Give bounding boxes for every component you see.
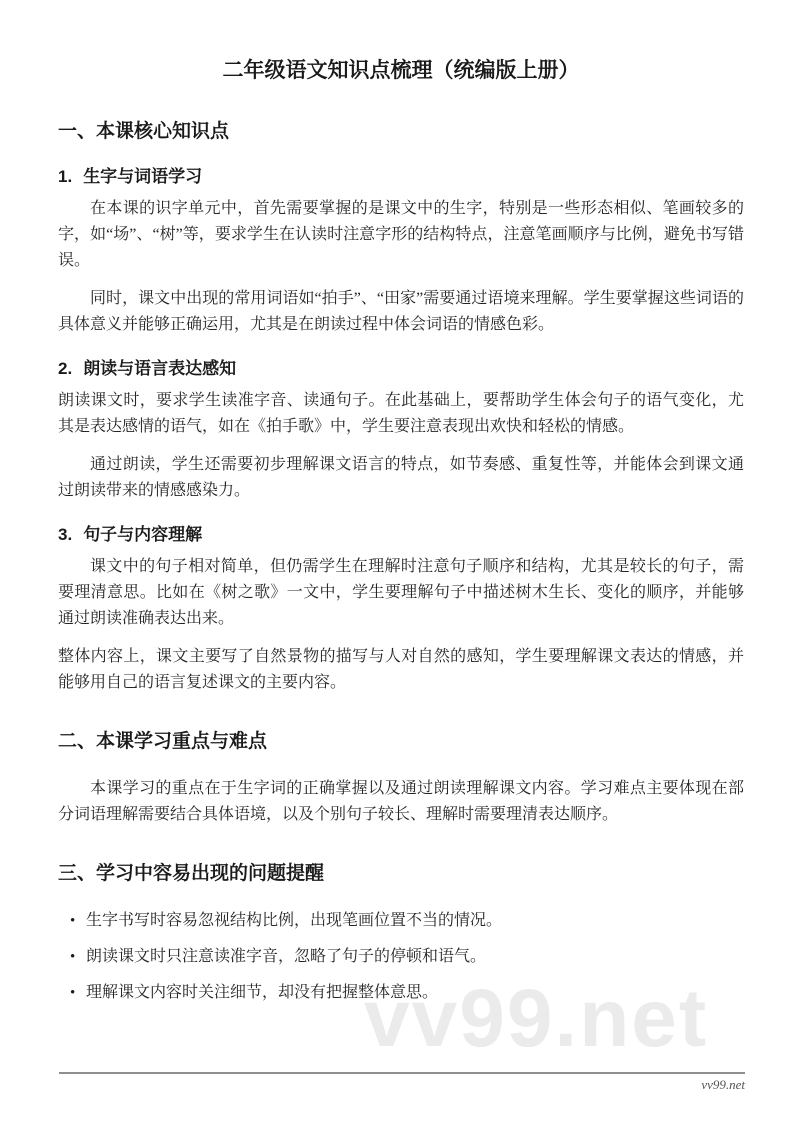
list-item bbox=[70, 944, 744, 970]
document-title: 二年级语文知识点梳理（统编版上册） bbox=[222, 59, 580, 82]
paragraph: 课文中的句子相对简单，但仍需学生在理解时注意句子顺序和结构，尤其是较长的句子，需要理清意思。比如在《树之歌》一文中，学生要理解句子中描述树木生长、变化的顺序，并能够通过朗读准确表达出来。 bbox=[58, 558, 744, 627]
list-item-text: 生字书写时容易忽视结构比例，出现笔画位置不当的情况。 bbox=[86, 912, 503, 929]
paragraph: 同时，课文中出现的常用词语如“拍手”、“田家”需要通过语境来理解。学生要掌握这些词语的具体意义并能够正确运用，尤其是在朗读过程中体会词语的情感色彩。 bbox=[58, 290, 744, 333]
paragraph: 在本课的识字单元中，首先需要掌握的是课文中的生字，特别是一些形态相似、笔画较多的字，如“场”、“树”等，要求学生在认读时注意字形的结构特点，注意笔画顺序与比例，避免书写错误。 bbox=[58, 200, 744, 269]
bullet-icon: • bbox=[70, 949, 76, 965]
subsection-number: 1. bbox=[58, 167, 73, 186]
subsection-heading-2 bbox=[58, 358, 744, 380]
section-heading-1: 一、本课核心知识点 bbox=[58, 121, 230, 142]
paragraph: 本课学习的重点在于生字词的正确掌握以及通过朗读理解课文内容。学习难点主要体现在部分词语理解需要结合具体语境，以及个别句子较长、理解时需要理清表达顺序。 bbox=[58, 780, 744, 823]
subsection-number: 3. bbox=[58, 525, 73, 544]
subsection-title: 句子与内容理解 bbox=[83, 525, 203, 544]
section-heading-3: 三、学习中容易出现的问题提醒 bbox=[58, 863, 325, 884]
list-item-text: 理解课文内容时关注细节，却没有把握整体意思。 bbox=[86, 984, 439, 1001]
paragraph: 朗读课文时，要求学生读准字音、读通句子。在此基础上，要帮助学生体会句子的语气变化，尤其是表达感情的语气，如在《拍手歌》中，学生要注意表现出欢快和轻松的情感。 bbox=[58, 392, 744, 435]
watermark: vv99.net bbox=[364, 973, 709, 1064]
subsection-heading-1 bbox=[58, 166, 744, 188]
subsection-number: 2. bbox=[58, 359, 73, 378]
list-item bbox=[70, 908, 744, 934]
bullet-icon: • bbox=[70, 985, 76, 1001]
section-heading-2: 二、本课学习重点与难点 bbox=[58, 731, 268, 752]
footer-site-label: vv99.net bbox=[701, 1077, 745, 1092]
subsection-title: 朗读与语言表达感知 bbox=[83, 359, 237, 378]
list-item-text: 朗读课文时只注意读准字音，忽略了句子的停顿和语气。 bbox=[86, 948, 487, 965]
subsection-heading-3 bbox=[58, 524, 744, 546]
subsection-title: 生字与词语学习 bbox=[83, 167, 203, 186]
paragraph: 通过朗读，学生还需要初步理解课文语言的特点，如节奏感、重复性等，并能体会到课文通过朗读带来的情感感染力。 bbox=[58, 456, 744, 499]
bullet-icon: • bbox=[70, 913, 76, 929]
paragraph: 整体内容上，课文主要写了自然景物的描写与人对自然的感知，学生要理解课文表达的情感，并能够用自己的语言复述课文的主要内容。 bbox=[58, 648, 744, 691]
footer-divider bbox=[59, 1072, 745, 1074]
